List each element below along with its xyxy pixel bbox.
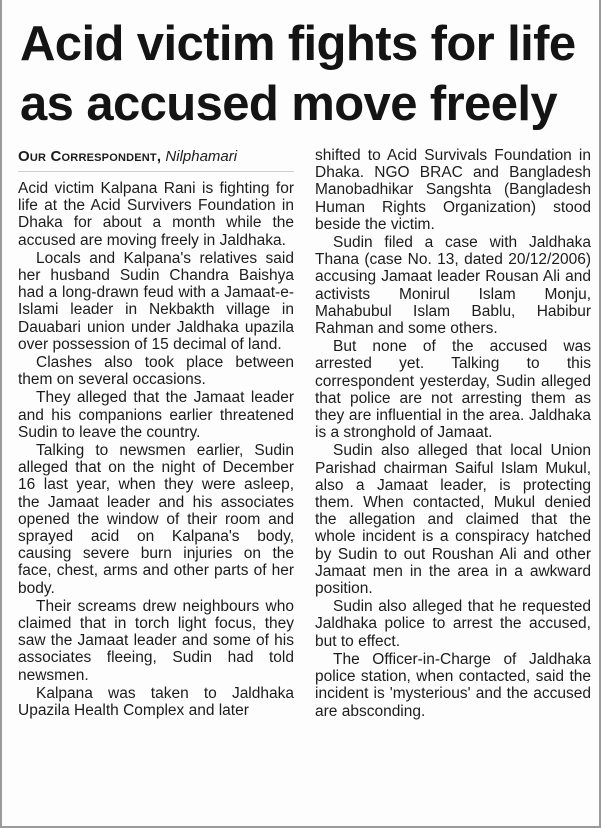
paragraph: But none of the accused was arrested yet. Talking to this correspondent yesterday, Sudin alleged that police are not arresting them as they are influential in the area. Jaldhaka is a stronghold of Jamaat. <box>315 338 591 442</box>
paragraph: The Officer-in-Charge of Jaldhaka police station, when contacted, said the incident is 'mysterious' and the accused are absconding. <box>315 650 591 720</box>
paragraph: Clashes also took place between them on several occasions. <box>18 354 294 389</box>
byline-author: Our Correspondent, <box>18 148 162 165</box>
byline-location: Nilphamari <box>165 148 238 165</box>
paragraph: Acid victim Kalpana Rani is fighting for life at the Acid Survivers Foundation in Dhaka for about a month while the accused are moving freely in Jaldhaka. <box>18 180 294 249</box>
paragraph: Sudin also alleged that he requested Jaldhaka police to arrest the accused, but to effect. <box>315 598 591 650</box>
paragraph: Sudin filed a case with Jaldhaka Thana (case No. 13, dated 20/12/2006) accusing Jamaat leader Rousan Ali and activists Monirul Islam Monju, Mahabubul Islam Bablu, Habibur Rahman and some others. <box>315 234 591 338</box>
headline-line-1: Acid victim fights for life <box>20 17 576 71</box>
paragraph: Their screams drew neighbours who claimed that in torch light focus, they saw the Jamaat leader and some of his associates fleeing, Sudin had told newsmen. <box>18 597 294 684</box>
paragraph: Talking to newsmen earlier, Sudin alleged that on the night of December 16 last year, when they were asleep, the Jamaat leader and his associates opened the window of their room and sprayed acid on Kalpana's body, causing severe burn injuries on the face, chest, arms and other parts of her body. <box>18 442 294 597</box>
right-column <box>315 147 591 721</box>
paragraph: Kalpana was taken to Jaldhaka Upazila Health Complex and later <box>18 684 294 720</box>
paragraph: They alleged that the Jamaat leader and his companions earlier threatened Sudin to leave the country. <box>18 389 294 441</box>
headline <box>20 14 590 134</box>
byline <box>18 148 294 172</box>
left-column <box>18 147 294 720</box>
paragraph: Locals and Kalpana's relatives said her husband Sudin Chandra Baishya had a long-drawn feud with a Jamaat-e-Islami leader in Nekbakth village in Dauabari union under Jaldhaka upazila over possession of 15 decimal of land. <box>18 249 294 353</box>
headline-line-2: as accused move freely <box>20 77 558 131</box>
paragraph-continued: shifted to Acid Survivals Foundation in Dhaka. NGO BRAC and Bangladesh Manobadhikar Sangshta (Bangladesh Human Rights Organization) stood beside the victim. <box>315 147 591 233</box>
paragraph: Sudin also alleged that local Union Parishad chairman Saiful Islam Mukul, also a Jamaat leader, is protecting them. When contacted, Mukul denied the allegation and claimed that the whole incident is a conspiracy hatched by Sudin to out Roushan Ali and other Jamaat men in the area in a awkward position. <box>315 442 591 598</box>
